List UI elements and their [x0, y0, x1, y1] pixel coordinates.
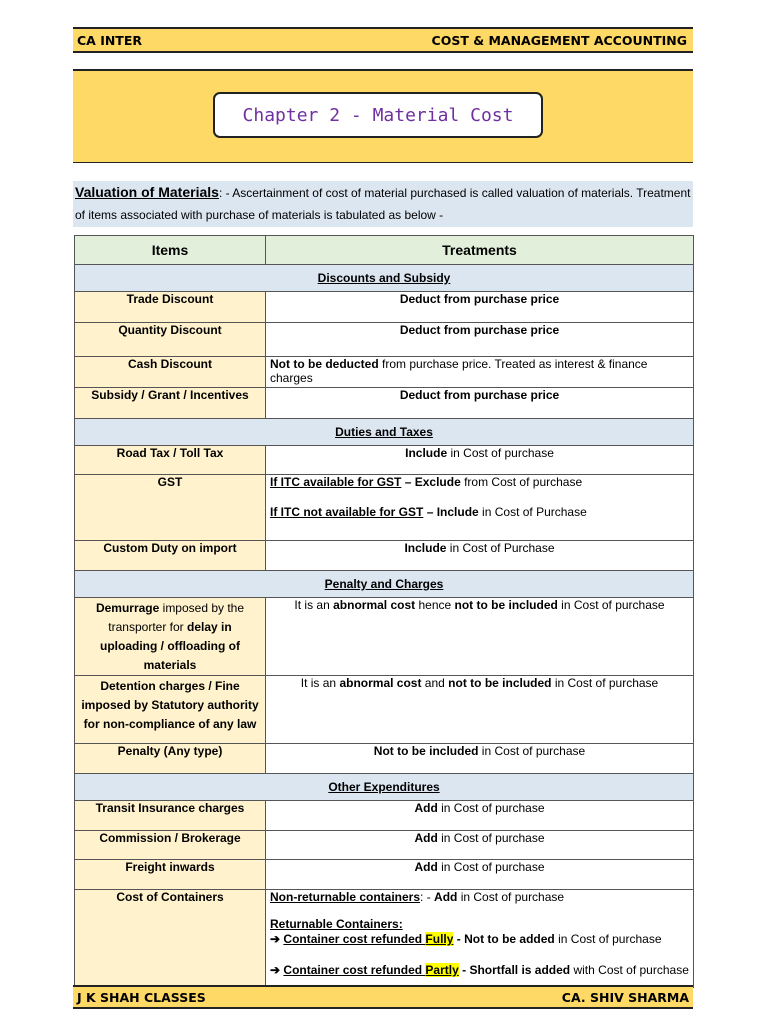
treatment-bold: abnormal cost: [339, 676, 422, 690]
refund-label: Container cost refunded: [283, 963, 426, 977]
treatment-text: in Cost of purchase: [447, 446, 554, 460]
table-row: [75, 388, 694, 419]
treatment-bold: Add: [414, 801, 438, 815]
item-cell: Freight inwards: [75, 860, 266, 890]
section-row: [75, 419, 694, 446]
gst-condition: If ITC not available for GST: [270, 505, 424, 519]
nonreturnable-line: [270, 890, 689, 905]
section-row: [75, 265, 694, 292]
treatment-bold: Include: [404, 541, 447, 555]
table-row: [75, 676, 694, 744]
footer-bar: [73, 985, 693, 1009]
treatment-text: in Cost of purchase: [557, 598, 665, 612]
treatment-cell: [266, 890, 694, 988]
treatment-text: hence: [415, 598, 455, 612]
table-header: [75, 236, 694, 265]
treatment-cell: [266, 598, 694, 676]
footer-left: J K SHAH CLASSES: [77, 989, 206, 1005]
treatment-text: in Cost of purchase: [437, 801, 545, 815]
table-row: [75, 475, 694, 541]
item-bold: delay in uploading / offloading of materials: [100, 620, 240, 672]
col-treatments: Treatments: [266, 236, 694, 265]
table-row: [75, 446, 694, 475]
gst-text: from Cost of purchase: [460, 475, 583, 489]
treatment-text: and: [421, 676, 449, 690]
item-cell: Road Tax / Toll Tax: [75, 446, 266, 475]
treatment-cell: [266, 676, 694, 744]
highlight-partly: Partly: [425, 963, 459, 977]
treatment-cell: [266, 446, 694, 475]
treatment-text: in Cost of purchase: [478, 744, 586, 758]
item-cell: Penalty (Any type): [75, 744, 266, 774]
item-cell: Cost of Containers: [75, 890, 266, 988]
gst-condition: If ITC available for GST: [270, 475, 402, 489]
treatment-text: in Cost of purchase: [437, 860, 545, 874]
chapter-title: Chapter 2 - Material Cost: [213, 92, 543, 138]
header-left: CA INTER: [77, 32, 143, 48]
section-duties: Duties and Taxes: [75, 419, 694, 446]
treatment-table: [74, 235, 694, 988]
item-cell: Custom Duty on import: [75, 541, 266, 571]
treatment-bold: Include: [405, 446, 448, 460]
gst-line-2: [270, 505, 689, 520]
item-bold: Demurrage: [95, 601, 160, 615]
treatment-text: in Cost of Purchase: [446, 541, 555, 555]
gst-line-1: [270, 475, 689, 490]
treatment-bold: not to be included: [454, 598, 558, 612]
header-bar: [73, 27, 693, 53]
arrow-icon: ➔: [270, 932, 281, 946]
intro-paragraph: [73, 181, 693, 227]
refund-label: Container cost refunded: [283, 932, 426, 946]
treatment-cell: Deduct from purchase price: [266, 323, 694, 357]
treatment-bold: Not to be included: [373, 744, 479, 758]
treatment-text: in Cost of purchase: [551, 676, 659, 690]
section-row: [75, 571, 694, 598]
item-cell: Trade Discount: [75, 292, 266, 323]
item-cell: Cash Discount: [75, 357, 266, 388]
treatment-text: from purchase price. Treated as interest & finance charges: [270, 357, 648, 385]
item-cell: Subsidy / Grant / Incentives: [75, 388, 266, 419]
returnable-heading: Returnable Containers:: [270, 917, 403, 931]
treatment-text: in Cost of purchase: [554, 932, 662, 946]
chapter-band: [73, 69, 693, 163]
item-cell: Quantity Discount: [75, 323, 266, 357]
treatment-bold: not to be included: [448, 676, 552, 690]
nonreturnable-label: Non-returnable containers: [270, 890, 421, 904]
treatment-text: : -: [420, 890, 435, 904]
treatment-bold: Not to be deducted: [270, 357, 379, 371]
treatment-bold: Add: [434, 890, 458, 904]
treatment-cell: [266, 541, 694, 571]
table-row: [75, 323, 694, 357]
intro-text: : - Ascertainment of cost of material purchased is called valuation of materials. Treatment of items associated with purchase of materials is tabulated as below -: [75, 186, 691, 222]
table-row: [75, 801, 694, 831]
section-row: [75, 774, 694, 801]
gst-action: – Exclude: [401, 475, 461, 489]
treatment-text: in Cost of purchase: [437, 831, 545, 845]
treatment-text: in Cost of purchase: [457, 890, 565, 904]
treatment-bold: - Shortfall is added: [458, 963, 571, 977]
section-penalty: Penalty and Charges: [75, 571, 694, 598]
treatment-bold: abnormal cost: [333, 598, 416, 612]
table-row: [75, 357, 694, 388]
treatment-cell: Deduct from purchase price: [266, 388, 694, 419]
highlight-fully: Fully: [425, 932, 454, 946]
item-cell: Detention charges / Fine imposed by Statutory authority for non-compliance of any law: [75, 676, 266, 744]
gst-text: in Cost of Purchase: [478, 505, 587, 519]
treatment-bold: - Not to be added: [453, 932, 555, 946]
treatment-cell: [266, 475, 694, 541]
table-row: [75, 292, 694, 323]
table-row: [75, 541, 694, 571]
gst-action: – Include: [423, 505, 479, 519]
item-cell: GST: [75, 475, 266, 541]
refund-fully-line: [270, 932, 689, 947]
treatment-bold: Add: [414, 831, 438, 845]
col-items: Items: [75, 236, 266, 265]
table-row: [75, 831, 694, 860]
treatment-cell: [266, 744, 694, 774]
item-cell: [75, 598, 266, 676]
treatment-cell: [266, 801, 694, 831]
treatment-cell: Deduct from purchase price: [266, 292, 694, 323]
section-other: Other Expenditures: [75, 774, 694, 801]
treatment-cell: [266, 357, 694, 388]
table-row: [75, 598, 694, 676]
treatment-cell: [266, 831, 694, 860]
table-row: [75, 744, 694, 774]
treatment-bold: Add: [414, 860, 438, 874]
item-cell: Commission / Brokerage: [75, 831, 266, 860]
header-right: COST & MANAGEMENT ACCOUNTING: [431, 32, 687, 48]
arrow-icon: ➔: [270, 963, 281, 977]
section-discounts: Discounts and Subsidy: [75, 265, 694, 292]
refund-partly-line: [270, 963, 689, 978]
item-cell: Transit Insurance charges: [75, 801, 266, 831]
treatment-text: It is an: [294, 598, 334, 612]
table-row: [75, 860, 694, 890]
treatment-text: It is an: [300, 676, 340, 690]
treatment-cell: [266, 860, 694, 890]
treatment-text: with Cost of purchase: [570, 963, 689, 977]
table-row: [75, 890, 694, 988]
footer-right: CA. SHIV SHARMA: [561, 989, 689, 1005]
item-text: imposed by the transporter for: [108, 601, 245, 634]
intro-term: Valuation of Materials: [75, 184, 219, 200]
